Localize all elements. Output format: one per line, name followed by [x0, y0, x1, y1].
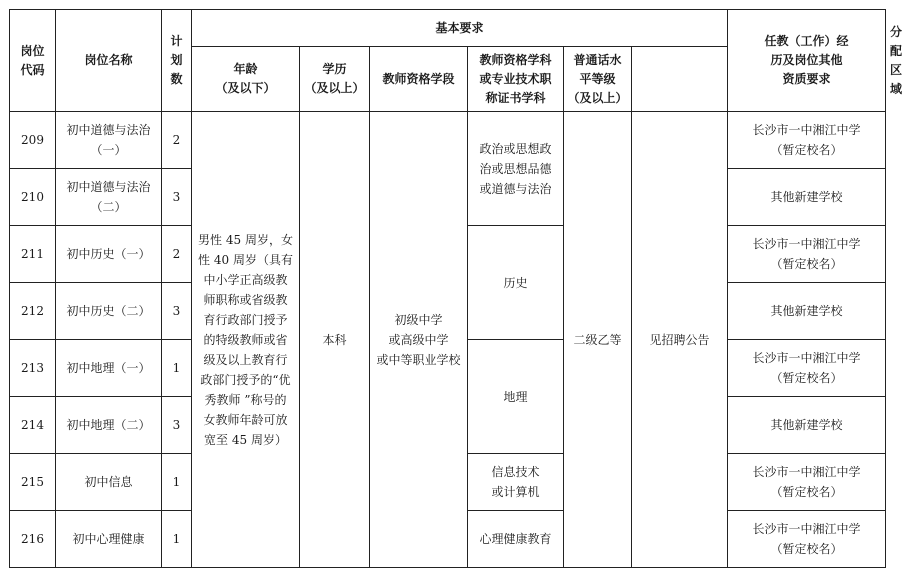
row-area: 其他新建学校 [728, 169, 886, 226]
row-area: 长沙市一中湘江中学 （暂定校名） [728, 112, 886, 169]
subject-requirement: 地理 [468, 340, 564, 454]
row-plan: 3 [162, 283, 192, 340]
row-name: 初中道德与法治 （一） [56, 112, 162, 169]
row-plan: 2 [162, 112, 192, 169]
header-edu: 学历 （及以上） [300, 47, 370, 112]
header-subject: 教师资格学科 或专业技术职 称证书学科 [468, 47, 564, 112]
subject-requirement: 政治或思想政 治或思想品德 或道德与法治 [468, 112, 564, 226]
subject-requirement: 历史 [468, 226, 564, 340]
row-code: 212 [10, 283, 56, 340]
subject-requirement: 心理健康教育 [468, 511, 564, 568]
header-mandarin: 普通话水 平等级 （及以上） [564, 47, 632, 112]
row-code: 211 [10, 226, 56, 283]
row-code: 214 [10, 397, 56, 454]
row-name: 初中信息 [56, 454, 162, 511]
header-stage: 教师资格学段 [370, 47, 468, 112]
age-requirement: 男性 45 周岁，女 性 40 周岁（具有 中小学正高级教 师职称或省级教 育行政部门授予 的特级教师或省 级及以上教育行 政部门授予的“优 秀教师 ”称号的 女教师年龄可放 宽至 45 周岁） [192, 112, 300, 568]
row-code: 215 [10, 454, 56, 511]
row-name: 初中地理（二） [56, 397, 162, 454]
row-name: 初中历史（一） [56, 226, 162, 283]
header-basic: 基本要求 [192, 10, 728, 47]
row-plan: 1 [162, 340, 192, 397]
header-plan: 计 划 数 [162, 10, 192, 112]
row-name: 初中历史（二） [56, 283, 162, 340]
row-area: 其他新建学校 [728, 397, 886, 454]
row-area: 长沙市一中湘江中学 （暂定校名） [728, 226, 886, 283]
header-code: 岗位 代码 [10, 10, 56, 112]
row-plan: 3 [162, 397, 192, 454]
row-area: 其他新建学校 [728, 283, 886, 340]
stage-requirement: 初级中学 或高级中学 或中等职业学校 [370, 112, 468, 568]
row-name: 初中地理（一） [56, 340, 162, 397]
row-area: 长沙市一中湘江中学 （暂定校名） [728, 454, 886, 511]
row-plan: 1 [162, 454, 192, 511]
row-area: 长沙市一中湘江中学 （暂定校名） [728, 340, 886, 397]
row-plan: 2 [162, 226, 192, 283]
row-name: 初中心理健康 [56, 511, 162, 568]
experience-requirement: 见招聘公告 [632, 112, 728, 568]
edu-requirement: 本科 [300, 112, 370, 568]
header-age: 年龄 （及以下） [192, 47, 300, 112]
row-plan: 1 [162, 511, 192, 568]
row-code: 213 [10, 340, 56, 397]
row-code: 210 [10, 169, 56, 226]
row-area: 长沙市一中湘江中学 （暂定校名） [728, 511, 886, 568]
header-experience: 任教（工作）经 历及岗位其他 资质要求 [728, 10, 886, 112]
row-name: 初中道德与法治 （二） [56, 169, 162, 226]
row-code: 209 [10, 112, 56, 169]
row-code: 216 [10, 511, 56, 568]
table-row [10, 112, 886, 169]
subject-requirement: 信息技术 或计算机 [468, 454, 564, 511]
row-plan: 3 [162, 169, 192, 226]
header-name: 岗位名称 [56, 10, 162, 112]
recruitment-table: 岗位 代码 岗位名称 计 划 数 基本要求 任教（工作）经 历及岗位其他 资质要求 分配区域 年龄 （及以下） 学历 （及以上） 教师资格学段 教师资格学科 或专业技术职 称证书学科 普通话水 平等级 （及以上） 209 初中道德与法治 （一） 2 男性 45 周岁，女 性 40 周岁（具有 中小学正高级教 师职称或省级教 育行政部门授予 的特级教师或省 级及以上教育行 政部门授予的“优 秀教师 ”称号的 女教师年龄可放 宽至 45 周岁） 本科 初级中学 或高级中学 或中等职业学校 政治或思想政 治或思想品德 或道德与法治 二级乙等 见招聘公告 长沙市一中湘江中学 （暂定校名） 210 初中道德与法治 （二） 3 其他新建学校 211 初中历史（一） 2 历史 长沙市一中湘江中学 （暂定校名） 212 初中历史（二） 3 其他新建学校 213 初中地理（一） 1 地理 长沙市一中湘江中学 （暂定校名） 214 初中地理（二） 3 其他新建学校 215 初中信息 1 信息技术 或计算机 长沙市一中湘江中学 （暂定校名） 216 初中心理健康 1 心理健康教育 长沙市一中湘江中学 （暂定校名） [9, 9, 886, 568]
mandarin-requirement: 二级乙等 [564, 112, 632, 568]
